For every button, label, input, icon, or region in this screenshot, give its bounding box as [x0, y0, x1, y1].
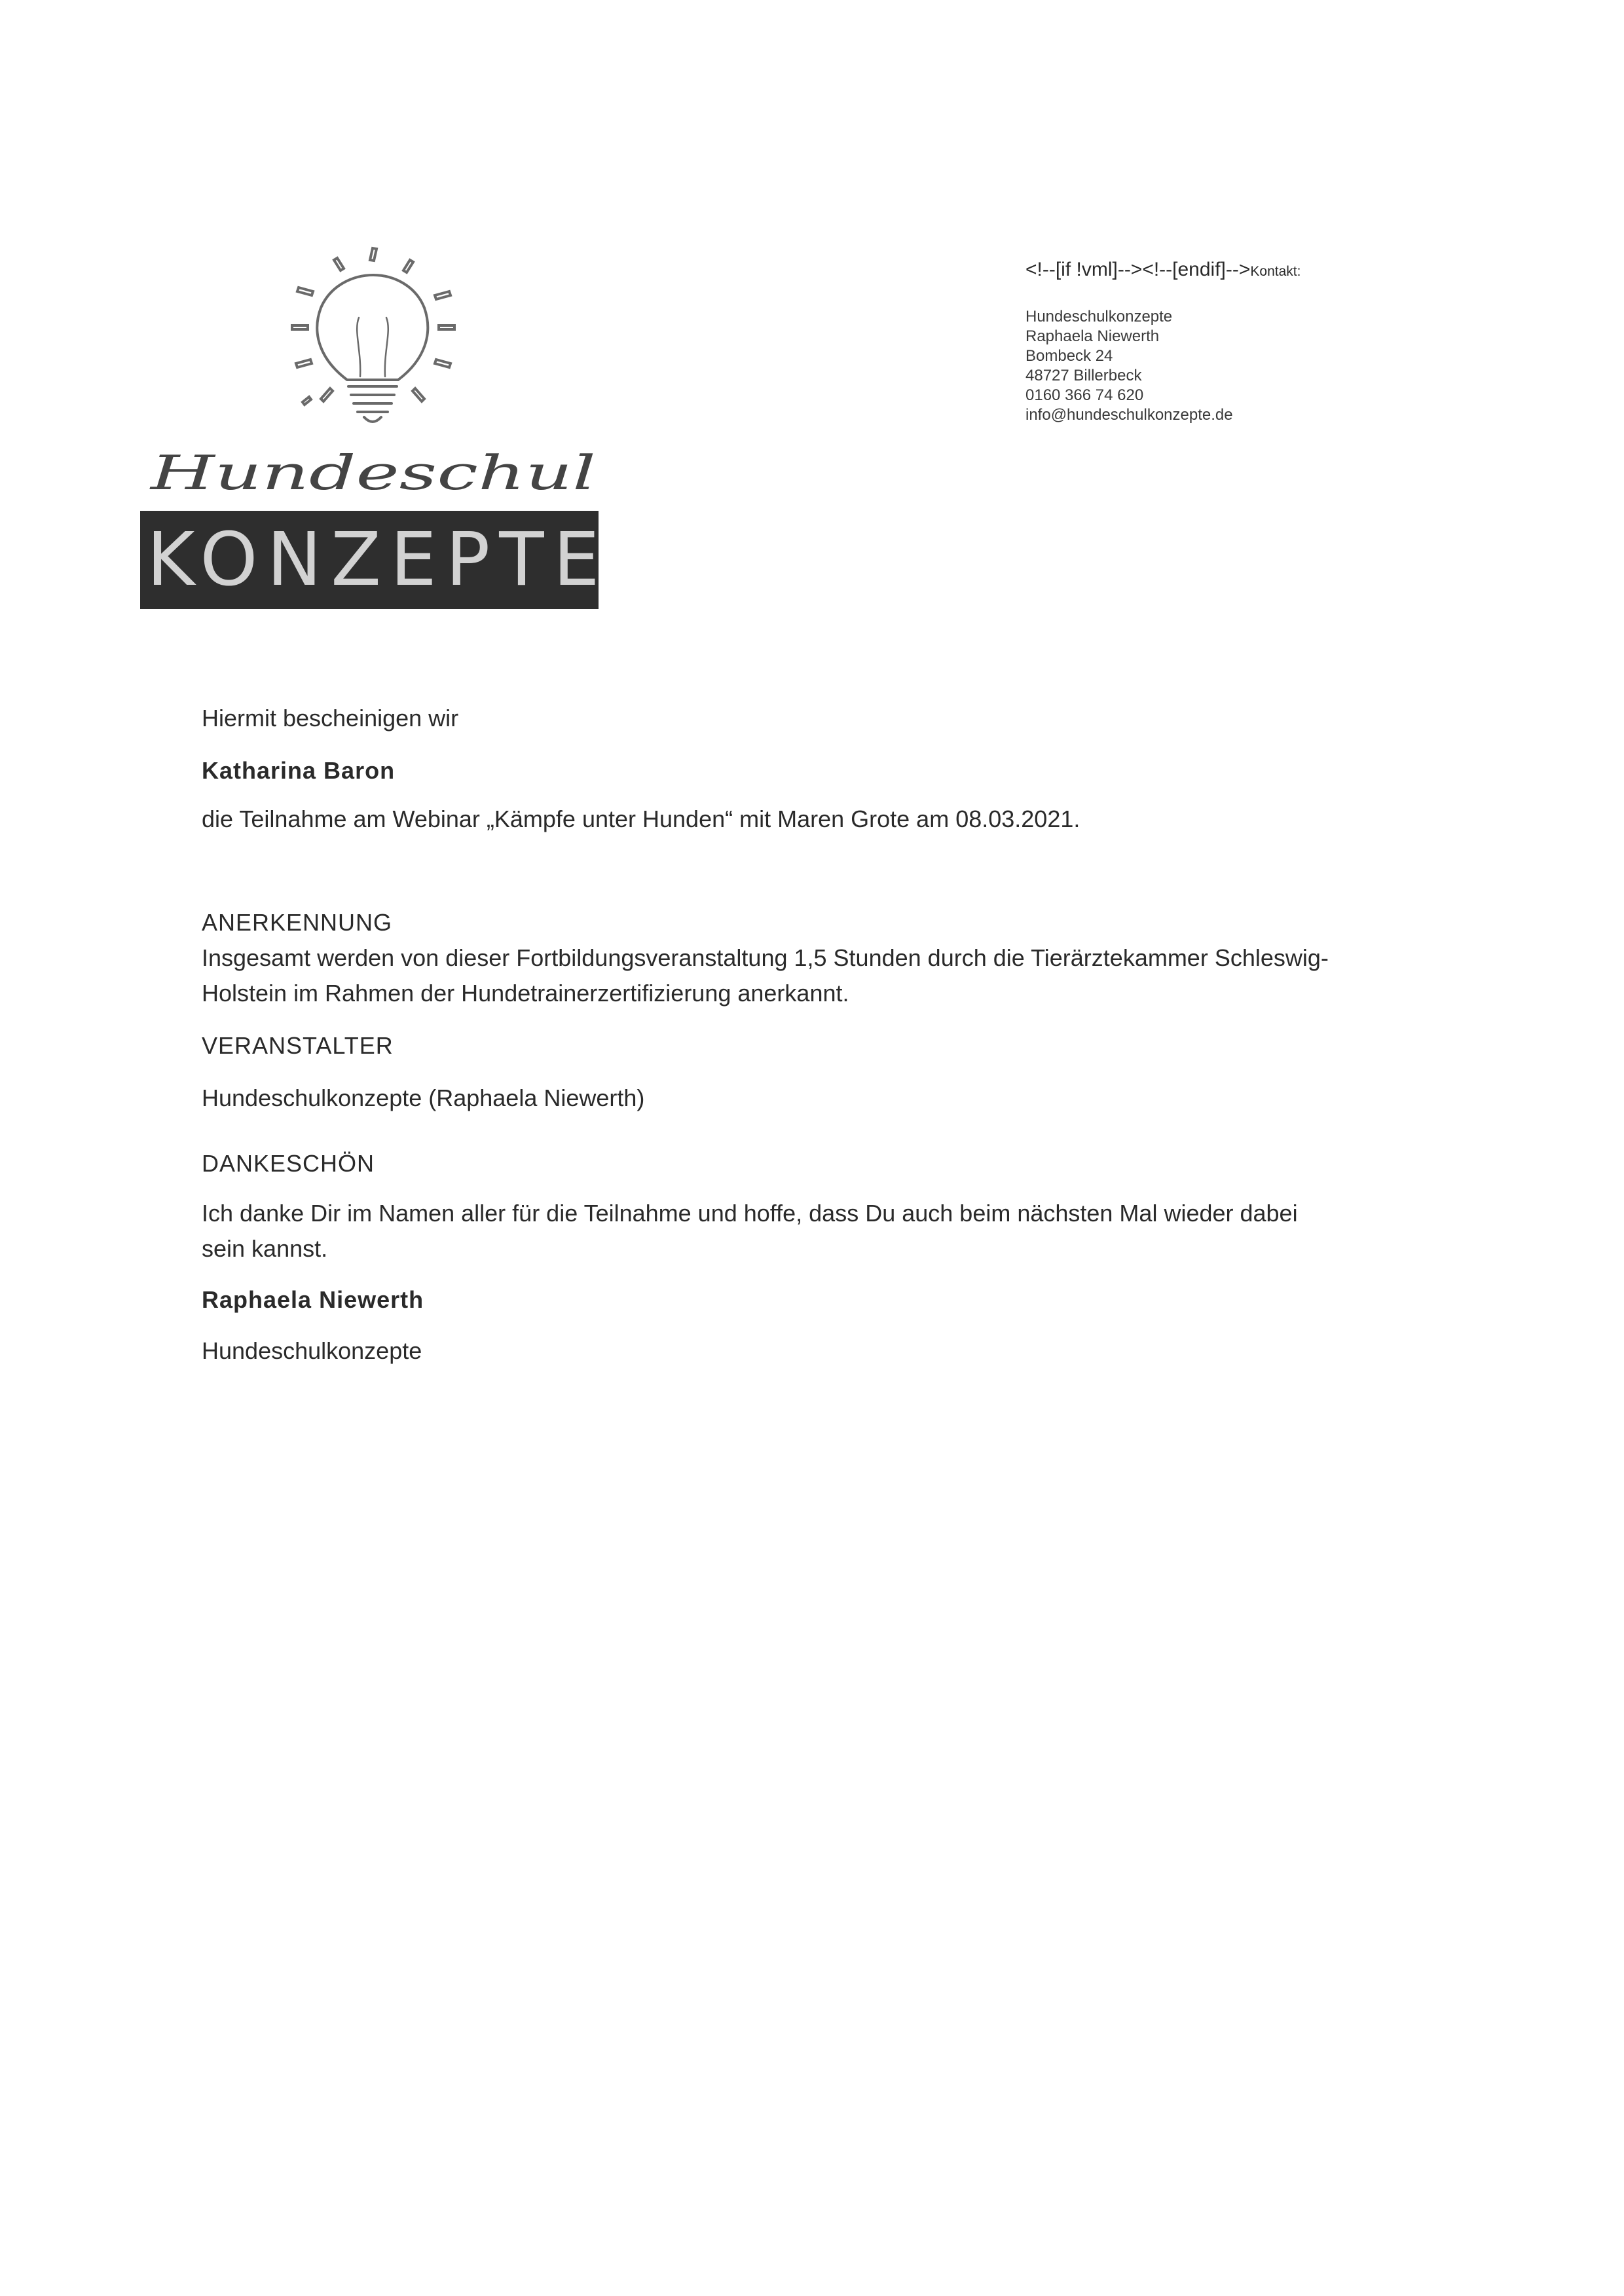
contact-lines: [1025, 307, 1497, 425]
contact-email: info@hundeschulkonzepte.de: [1025, 406, 1233, 424]
organizer-text: Hundeschulkonzepte (Raphaela Niewerth): [202, 1084, 645, 1111]
light-bulb-icon: [249, 246, 498, 442]
participant-name: Katharina Baron: [202, 757, 396, 784]
thanks-heading: DANKESCHÖN: [202, 1150, 375, 1177]
signature-organization: Hundeschulkonzepte: [202, 1337, 422, 1364]
thanks-text-line-1: Ich danke Dir im Namen aller für die Teilnahme und hoffe, dass Du auch beim nächsten Mal wieder dabei: [202, 1200, 1298, 1227]
organizer-heading: VERANSTALTER: [202, 1032, 394, 1059]
logo-brand-bar: KONZEPTE: [140, 511, 599, 609]
thanks-text-line-2: sein kannst.: [202, 1235, 328, 1262]
contact-block: [1025, 259, 1497, 425]
participation-text: die Teilnahme am Webinar „Kämpfe unter Hunden“ mit Maren Grote am 08.03.2021.: [202, 805, 1080, 832]
contact-prefix: <!--[if !vml]--><!--[endif]-->: [1025, 259, 1251, 280]
recognition-text-line-1: Insgesamt werden von dieser Fortbildungsveranstaltung 1,5 Stunden durch die Tierärztekammer Schleswig-: [202, 944, 1329, 971]
contact-phone: 0160 366 74 620: [1025, 386, 1144, 404]
contact-person: Raphaela Niewerth: [1025, 327, 1160, 345]
intro-text: Hiermit bescheinigen wir: [202, 705, 459, 731]
signature-name: Raphaela Niewerth: [202, 1286, 424, 1313]
contact-company: Hundeschulkonzepte: [1025, 308, 1173, 325]
company-logo: [131, 246, 609, 625]
logo-script-word: [144, 442, 602, 508]
recognition-text-line-2: Holstein im Rahmen der Hundetrainerzertifizierung anerkannt.: [202, 980, 849, 1007]
contact-street: Bombeck 24: [1025, 347, 1113, 365]
certificate-body: [202, 701, 1446, 1369]
contact-heading: [1025, 259, 1497, 281]
contact-label: Kontakt:: [1250, 264, 1301, 279]
logo-script-text: Hundeschul: [148, 445, 596, 500]
recognition-heading: ANERKENNUNG: [202, 909, 393, 936]
contact-city: 48727 Billerbeck: [1025, 367, 1142, 384]
